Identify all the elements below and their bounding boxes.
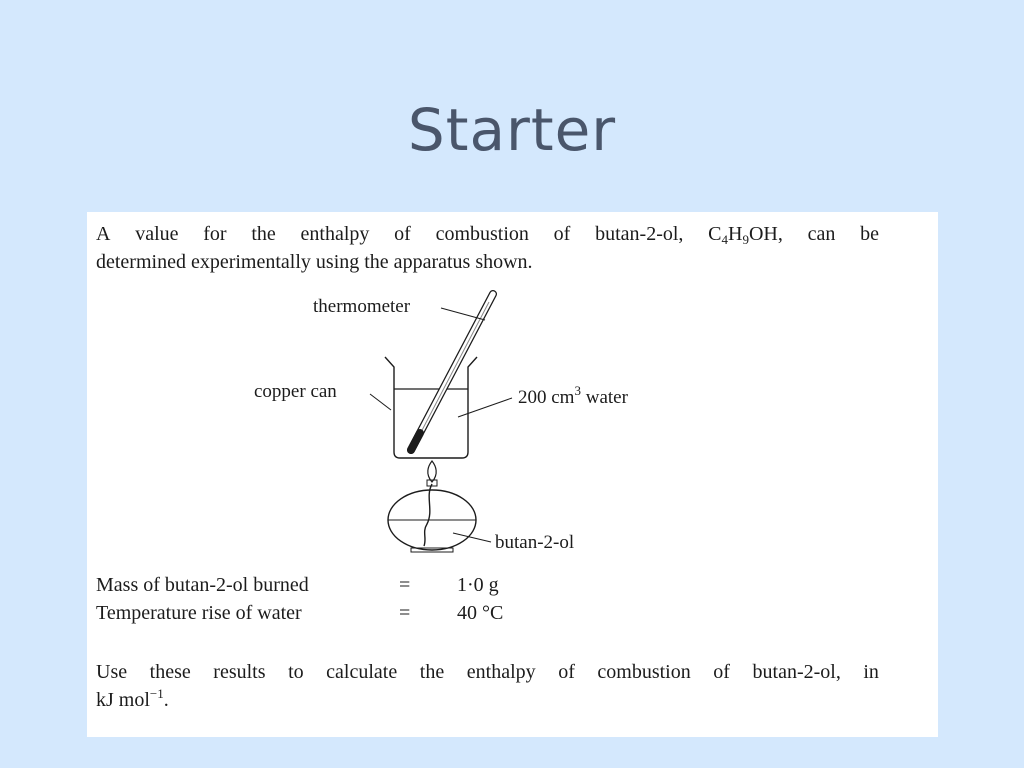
intro-word: A	[96, 223, 111, 245]
results-equals: =	[399, 574, 411, 596]
question-end: .	[163, 689, 169, 711]
fuel-leader	[453, 533, 491, 542]
thermometer-bulb	[411, 433, 420, 450]
unit-text: kJ mol	[96, 689, 150, 711]
water-leader	[458, 398, 512, 417]
question-word: Use	[96, 661, 128, 683]
question-word: combustion	[597, 661, 691, 683]
wick	[424, 484, 432, 546]
results-label: Mass of butan-2-ol burned	[96, 574, 309, 596]
question-word: to	[288, 661, 304, 683]
question-line-2	[96, 686, 879, 714]
question-line-1	[96, 658, 879, 686]
slide-title: Starter	[407, 96, 617, 164]
intro-word: enthalpy	[300, 223, 370, 245]
results-label: Temperature rise of water	[96, 602, 302, 624]
question-word: the	[419, 661, 445, 683]
question-paragraph	[96, 658, 879, 714]
thermometer-column	[419, 302, 489, 436]
results-row	[96, 602, 596, 630]
question-word: in	[863, 661, 879, 683]
question-word: calculate	[326, 661, 398, 683]
question-word: these	[149, 661, 191, 683]
flame-icon	[428, 461, 436, 482]
results-value: 40 °C	[457, 602, 504, 624]
water-label: 200 $cm^3$ water	[518, 383, 628, 408]
intro-word: for	[203, 223, 227, 245]
intro-word: of	[553, 223, 571, 245]
question-word: of	[558, 661, 575, 683]
intro-line-2: determined experimentally using the apparatus shown.	[96, 251, 533, 273]
results-equals: =	[399, 602, 411, 624]
question-word: results	[213, 661, 266, 683]
intro-word: of	[394, 223, 411, 245]
results-value: 1·0 g	[457, 574, 499, 596]
intro-word: be	[860, 223, 879, 245]
unit-exponent: −1	[149, 686, 164, 701]
thermometer-label: thermometer	[313, 296, 411, 317]
results-table	[96, 574, 596, 630]
question-panel	[87, 212, 938, 737]
intro-word: can	[807, 223, 836, 245]
intro-word: butan-2-ol,	[595, 223, 684, 245]
fuel-label: butan-2-ol	[495, 532, 575, 553]
copper-can-label: copper can	[254, 381, 337, 402]
question-word: enthalpy	[466, 661, 536, 683]
question-word: of	[713, 661, 730, 683]
intro-word: value	[135, 223, 179, 245]
results-row	[96, 574, 596, 602]
intro-word: the	[251, 223, 276, 245]
can-leader	[370, 394, 391, 410]
chemical-formula: $C_4H_9OH$,	[708, 223, 783, 247]
intro-word: combustion	[435, 223, 529, 245]
question-word: butan-2-ol,	[752, 661, 841, 683]
